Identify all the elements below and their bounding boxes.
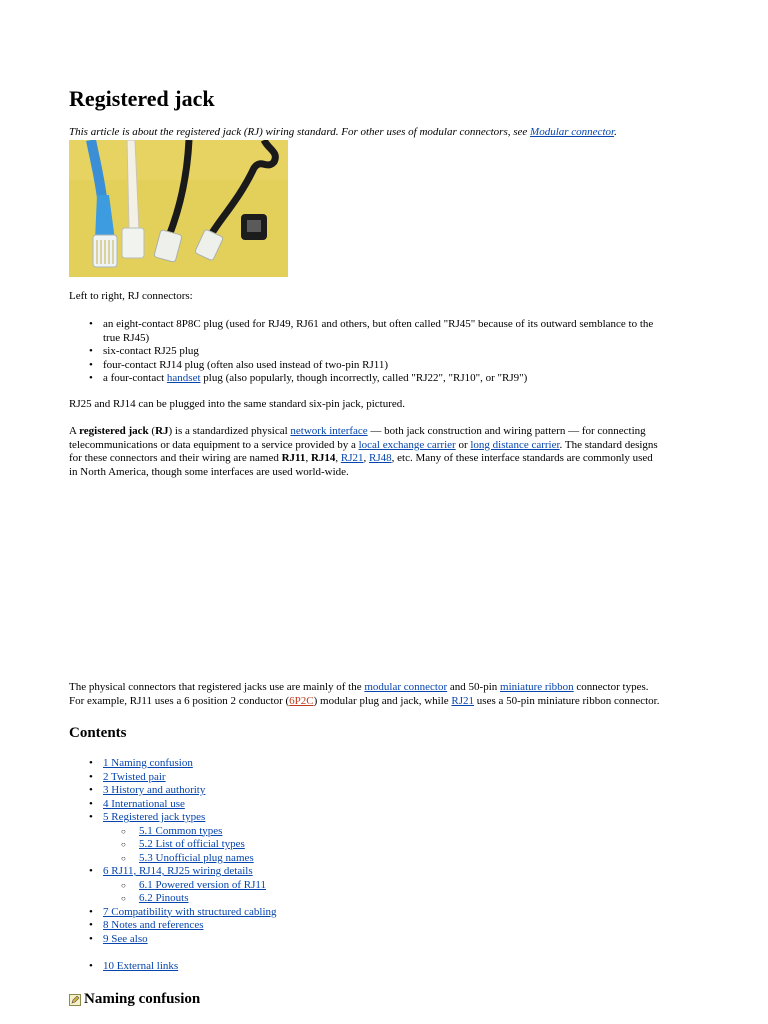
edit-icon[interactable]: [69, 994, 81, 1006]
toc-item: [89, 960, 689, 974]
toc-item: [89, 906, 689, 920]
toc-link[interactable]: 9 See also: [103, 932, 148, 945]
handset-link[interactable]: handset: [166, 372, 201, 384]
list-item: • four-contact RJ14 plug (often also used instead of two-pin RJ11): [89, 359, 689, 373]
toc-item: [89, 757, 689, 771]
modular-connector-link-2[interactable]: modular connector: [364, 681, 448, 693]
toc-link[interactable]: 3 History and authority: [103, 784, 206, 796]
toc-link[interactable]: 6.1 Powered version of RJ11: [139, 878, 266, 891]
section-heading-naming-confusion: Naming confusion: [69, 991, 200, 1008]
page-title: Registered jack: [69, 86, 215, 111]
toc-link[interactable]: 6 RJ11, RJ14, RJ25 wiring details: [103, 865, 253, 877]
toc-item: [89, 811, 689, 825]
hatnote: This article is about the registered jack (RJ) wiring standard. For other uses of modular connectors, see Modular connector.: [69, 126, 617, 138]
toc-item: [89, 798, 689, 812]
toc-item: [89, 784, 689, 798]
list-item: • an eight-contact 8P8C plug (used for RJ49, RJ61 and others, but often called "RJ45" because of its outward semblance to the true RJ45): [89, 318, 689, 345]
rj-connectors-photo: [69, 140, 288, 277]
image-note: RJ25 and RJ14 can be plugged into the same standard six-pin jack, pictured.: [69, 398, 406, 410]
rj48-link[interactable]: RJ48: [369, 452, 392, 464]
toc-link[interactable]: 6.2 Pinouts: [139, 892, 189, 904]
local-exchange-carrier-link[interactable]: local exchange carrier: [358, 438, 456, 451]
intro-paragraph: A registered jack (RJ) is a standardized physical network interface — both jack construction and wiring pattern — for connecting telecommunications or data equipment to a service provided by a local exchange carrier or long distance carrier. The standard designs for these connectors and their wiring are named RJ11, RJ14, RJ21, RJ48, etc. Many of these interface standards are commonly used in North America, though some interfaces are used world-wide.: [69, 425, 658, 478]
toc-link[interactable]: 5.1 Common types: [139, 824, 223, 837]
toc-link[interactable]: 5.2 List of official types: [139, 838, 245, 850]
toc-link[interactable]: 8 Notes and references: [103, 919, 204, 931]
toc-link[interactable]: 2 Twisted pair: [103, 770, 166, 783]
toc-item: [89, 892, 689, 906]
network-interface-link[interactable]: network interface: [290, 425, 368, 437]
toc-extra: [89, 960, 689, 974]
toc-item: [89, 919, 689, 933]
image-caption-intro: Left to right, RJ connectors:: [69, 290, 193, 302]
list-item: • six-contact RJ25 plug: [89, 345, 689, 359]
rj21-link[interactable]: RJ21: [340, 452, 364, 464]
miniature-ribbon-link[interactable]: miniature ribbon: [500, 681, 574, 693]
toc-link[interactable]: 5 Registered jack types: [103, 811, 206, 823]
contents-heading: Contents: [69, 725, 127, 741]
toc-link[interactable]: 1 Naming confusion: [103, 757, 193, 769]
modular-connector-link[interactable]: Modular connector: [530, 126, 615, 138]
toc-item: [89, 865, 689, 879]
physical-connectors-paragraph: The physical connectors that registered jacks use are mainly of the modular connector and 50-pin miniature ribbon connector types. For example, RJ11 uses a 6 position 2 conductor (6P2C) modular plug and jack, while RJ21 uses a 50-pin miniature ribbon connector.: [69, 681, 660, 707]
connector-list: [89, 318, 689, 386]
rj21-link-2[interactable]: RJ21: [451, 694, 475, 707]
toc-item: [89, 879, 689, 893]
toc-item: [89, 771, 689, 785]
toc-link-external-links[interactable]: 10 External links: [103, 960, 179, 972]
6p2c-link[interactable]: 6P2C: [289, 694, 314, 707]
toc-link[interactable]: 4 International use: [103, 797, 185, 810]
long-distance-carrier-link[interactable]: long distance carrier: [470, 438, 560, 451]
table-of-contents: [89, 757, 689, 946]
toc-link[interactable]: 5.3 Unofficial plug names: [139, 851, 254, 864]
list-item: • a four-contact handset plug (also popularly, though incorrectly, called "RJ22", "RJ10", or "RJ9"): [89, 372, 689, 386]
toc-item: [89, 933, 689, 947]
toc-item: [89, 838, 689, 852]
toc-item: [89, 825, 689, 839]
toc-item: [89, 852, 689, 866]
toc-link[interactable]: 7 Compatibility with structured cabling: [103, 905, 277, 918]
